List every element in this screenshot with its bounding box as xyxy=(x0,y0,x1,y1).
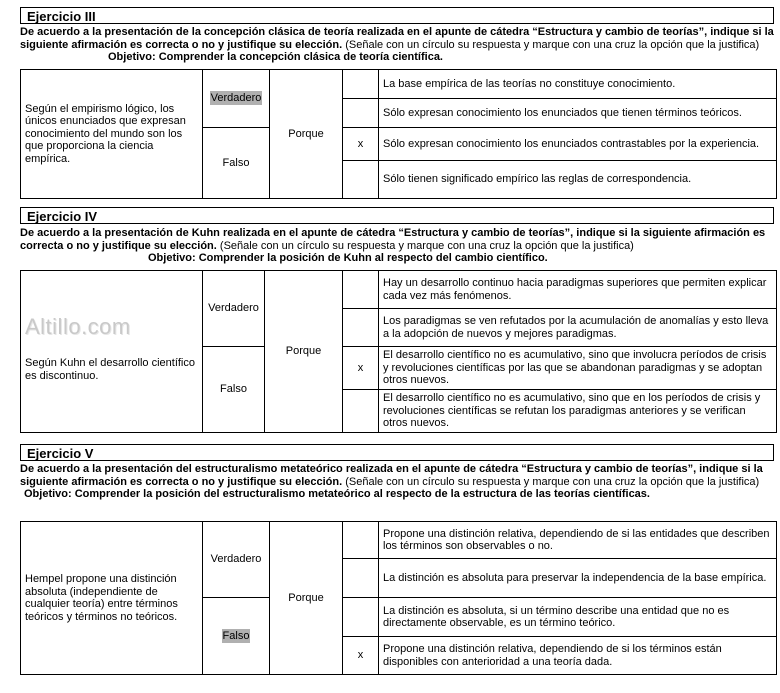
ex3-option-text: La base empírica de las teorías no constituye conocimiento. xyxy=(379,70,777,99)
ex3-option-text: Sólo tienen significado empírico las reglas de correspondencia. xyxy=(379,161,777,199)
ex5-option-text: Propone una distinción relativa, dependiendo de si las entidades que describen los términos son observables o no. xyxy=(379,522,777,559)
ex3-mark-box[interactable] xyxy=(343,70,379,99)
ex4-instructions xyxy=(20,227,776,265)
ex3-instructions xyxy=(20,26,776,64)
ex3-mark-box[interactable]: x xyxy=(343,128,379,161)
ex4-intro-plain: (Señale con un círculo su respuesta y marque con una cruz la opción que la justifica) xyxy=(216,239,634,252)
ex4-mark-box[interactable] xyxy=(343,309,379,347)
ex5-title: Ejercicio V xyxy=(20,444,774,461)
ex5-mark-box[interactable] xyxy=(343,522,379,559)
ex5-statement: Hempel propone una distinción absoluta (independiente de cualquier teoría) entre términos teóricos y términos no teóricos. xyxy=(21,522,203,675)
ex5-false-option[interactable] xyxy=(203,598,270,675)
ex4-option-text: Hay un desarrollo continuo hacia paradigmas superiores que permiten explicar cada vez más fenómenos. xyxy=(379,271,777,309)
ex3-objective: Objetivo: Comprender la concepción clásica de teoría científica. xyxy=(108,51,443,63)
ex4-statement-cell xyxy=(21,271,203,433)
ex3-true-option[interactable] xyxy=(203,70,270,128)
ex4-mark-box[interactable] xyxy=(343,271,379,309)
altillo-watermark-logo: Altillo.com xyxy=(25,313,131,339)
ex5-option-text: La distinción es absoluta para preservar la independencia de la base empírica. xyxy=(379,559,777,598)
ex4-mark-box[interactable] xyxy=(343,390,379,433)
ex5-intro-bold: De acuerdo a la presentación del estructuralismo metateórico realizada en el apunte de cátedra “Estructura y cambio de teorías”, indique si la siguiente afirmación es correcta o no y justifique su elección. xyxy=(20,463,763,488)
ex4-statement: Según Kuhn el desarrollo científico es discontinuo. xyxy=(25,357,195,382)
ex3-true-label: Verdadero xyxy=(210,92,262,105)
ex3-statement: Según el empirismo lógico, los únicos enunciados que expresan conocimiento del mundo son los que proporciona la ciencia empírica. xyxy=(21,70,203,199)
ex5-false-label: Falso xyxy=(222,629,250,642)
ex5-mark-box[interactable] xyxy=(343,559,379,598)
ex4-mark-box[interactable]: x xyxy=(343,347,379,390)
ex4-table xyxy=(20,270,777,433)
ex5-table xyxy=(20,521,777,675)
ex5-objective: Objetivo: Comprender la posición del estructuralismo metateórico al respecto de la estructura de las teorías científicas. xyxy=(24,488,650,500)
ex3-intro-bold: De acuerdo a la presentación de la concepción clásica de teoría realizada en el apunte de cátedra “Estructura y cambio de teorías”, indique si la siguiente afirmación es correcta o no y justifique su elección. xyxy=(20,26,774,51)
ex4-title: Ejercicio IV xyxy=(20,207,774,224)
ex3-false-option[interactable]: Falso xyxy=(203,128,270,199)
ex4-false-option[interactable]: Falso xyxy=(203,347,265,433)
ex3-option-text: Sólo expresan conocimiento los enunciados contrastables por la experiencia. xyxy=(379,128,777,161)
ex5-because: Porque xyxy=(270,522,343,675)
ex5-intro-plain: (Señale con un círculo su respuesta y marque con una cruz la opción que la justifica) xyxy=(342,475,760,488)
ex3-mark-box[interactable] xyxy=(343,161,379,199)
ex3-option-text: Sólo expresan conocimiento los enunciados que tienen términos teóricos. xyxy=(379,99,777,128)
ex5-instructions xyxy=(20,463,776,501)
ex4-true-option[interactable]: Verdadero xyxy=(203,271,265,347)
ex5-mark-box[interactable] xyxy=(343,598,379,637)
ex4-because: Porque xyxy=(265,271,343,433)
ex3-title: Ejercicio III xyxy=(20,7,774,24)
ex4-option-text: El desarrollo científico no es acumulativo, sino que en los períodos de crisis y revoluciones científicas se refutan los paradigmas anteriores y se verifican otros nuevos. xyxy=(379,390,777,433)
ex5-option-text: Propone una distinción relativa, dependiendo de si los términos están disponibles con anterioridad a una teoría dada. xyxy=(379,637,777,675)
ex4-intro-bold: De acuerdo a la presentación de Kuhn realizada en el apunte de cátedra “Estructura y cambio de teorías”, indique si la siguiente afirmación es correcta o no y justifique su elección. xyxy=(20,227,766,252)
ex4-option-text: Los paradigmas se ven refutados por la acumulación de anomalías y esto lleva a la adopción de nuevos y mejores paradigmas. xyxy=(379,309,777,347)
ex4-option-text: El desarrollo científico no es acumulativo, sino que involucra períodos de crisis y revoluciones científicas por las que se abandonan paradigmas y se adoptan otros nuevos. xyxy=(379,347,777,390)
ex5-mark-box[interactable]: x xyxy=(343,637,379,675)
ex3-intro-plain: (Señale con un círculo su respuesta y marque con una cruz la opción que la justifica) xyxy=(342,38,760,51)
ex3-mark-box[interactable] xyxy=(343,99,379,128)
ex4-objective: Objetivo: Comprender la posición de Kuhn al respecto del cambio científico. xyxy=(148,252,548,264)
ex3-because: Porque xyxy=(270,70,343,199)
ex5-option-text: La distinción es absoluta, si un término describe una entidad que no es directamente observable, es un término teórico. xyxy=(379,598,777,637)
ex3-table xyxy=(20,69,777,199)
ex5-true-option[interactable]: Verdadero xyxy=(203,522,270,598)
